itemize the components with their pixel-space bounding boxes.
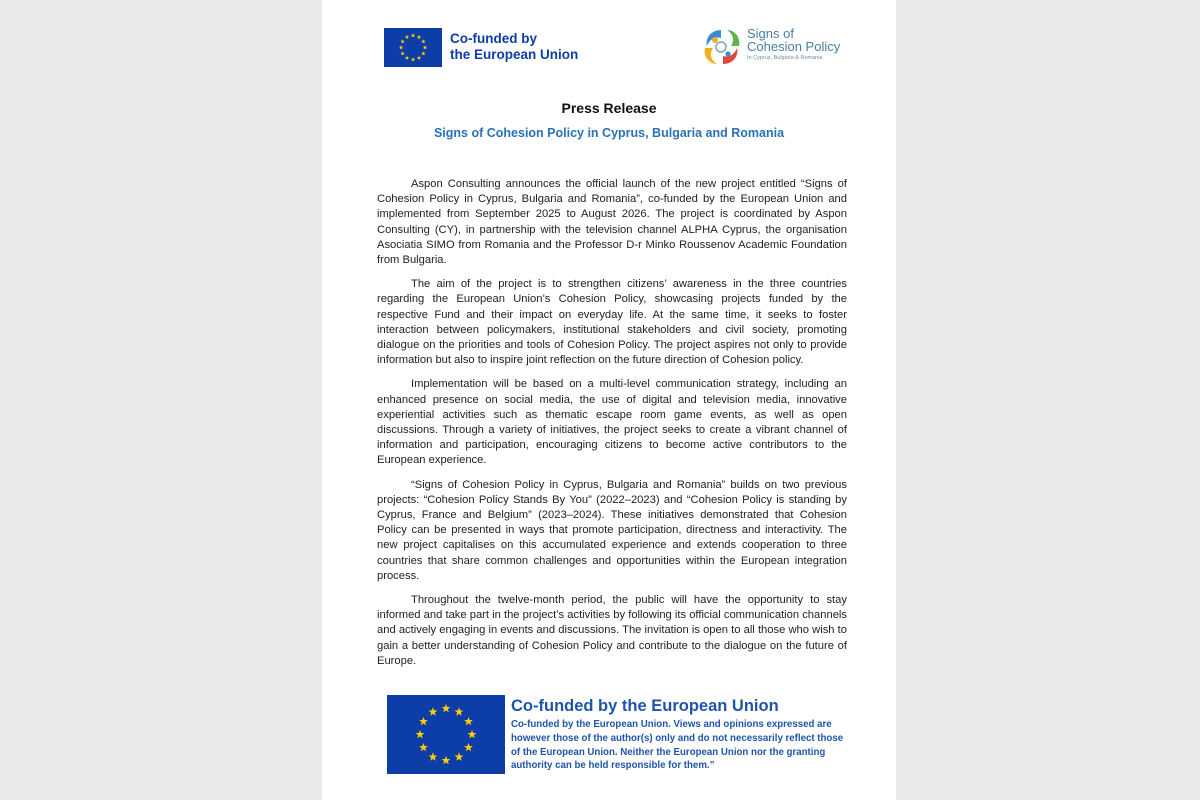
eu-star-icon	[411, 33, 415, 37]
eu-flag-disclaimer-logo	[387, 695, 505, 774]
eu-star-icon	[405, 35, 409, 39]
logo-title	[747, 27, 857, 53]
eu-star-icon	[464, 743, 473, 751]
eu-star-icon	[405, 56, 409, 60]
signs-of-cohesion-logo	[699, 24, 849, 70]
eu-star-icon	[455, 752, 464, 760]
eu-star-icon	[399, 45, 403, 49]
page-subtitle: Signs of Cohesion Policy in Cyprus, Bulgaria and Romania	[433, 126, 785, 140]
cofunded-line-1: Co-funded by	[450, 31, 537, 46]
eu-star-icon	[468, 730, 477, 738]
cofunded-label	[450, 31, 600, 63]
eu-star-icon	[464, 717, 473, 725]
press-release-body	[377, 177, 847, 678]
eu-star-icon	[400, 39, 404, 43]
paragraph-5: Throughout the twelve-month period, the public will have the opportunity to stay informed and take part in the project’s activities by following its official communication channels and actively engaging in events and discussions. The invitation is open to all those who wish to gain a better understanding of Cohesion Policy and contribute to the dialogue on the future of Europe.	[377, 594, 847, 667]
eu-star-icon	[419, 717, 428, 725]
eu-star-icon	[400, 51, 404, 55]
eu-star-icon	[417, 35, 421, 39]
disclaimer-text: Co-funded by the European Union. Views and opinions expressed are however those of the author(s) only and do not necessarily reflect those of the European Union. Neither the European Union nor the granting authority can be held responsible for them.”	[511, 719, 844, 772]
logo-title-line-1: Signs of	[747, 26, 794, 41]
cofunded-line-2: the European Union	[450, 47, 579, 62]
eu-star-icon	[421, 51, 425, 55]
eu-star-icon	[429, 752, 438, 760]
eu-star-icon	[442, 704, 451, 712]
logo-title-line-2: Cohesion Policy	[747, 39, 841, 54]
eu-star-icon	[421, 39, 425, 43]
paragraph-3: Implementation will be based on a multi-level communication strategy, including an enhanced presence on social media, the use of digital and television media, innovative experiential activities such as thematic escape room game events, as well as open discussions. Through a variety of initiatives, the project seeks to create a vibrant channel of information and participation, encouraging citizens to become active contributors to the European experience.	[377, 378, 847, 467]
eu-star-icon	[455, 707, 464, 715]
logo-subtitle: In Cyprus, Bulgaria & Romania	[747, 55, 823, 61]
eu-star-icon	[419, 743, 428, 751]
eu-star-icon	[411, 57, 415, 61]
cohesion-swirl-icon	[699, 26, 743, 68]
paragraph-4: “Signs of Cohesion Policy in Cyprus, Bulgaria and Romania” builds on two previous projects: “Cohesion Policy Stands By You” (2022–2023) and “Cohesion Policy is standing by Cyprus, France and Belgium” (2023–2024). These initiatives demonstrated that Cohesion Policy can be presented in ways that promote participation, directness and interactivity. The new project capitalises on this accumulated experience and extends cooperation to three countries that share common challenges and opportunities within the European integration process.	[377, 478, 847, 582]
page-title: Press Release	[561, 100, 657, 116]
paragraph-1: Aspon Consulting announces the official launch of the new project entitled “Signs of Cohesion Policy in Cyprus, Bulgaria and Romania”, co-funded by the European Union and implemented from September 2025 to August 2026. The project is coordinated by Aspon Consulting (CY), in partnership with the television channel ALPHA Cyprus, the organisation Asociatia SIMO from Romania and the Professor D-r Minko Roussenov Academic Foundation from Bulgaria.	[377, 178, 847, 267]
eu-star-icon	[423, 45, 427, 49]
eu-star-icon	[429, 707, 438, 715]
paragraph-2: The aim of the project is to strengthen citizens’ awareness in the three countries regarding the European Union’s Cohesion Policy, showcasing projects funded by the respective Fund and their impact on everyday life. At the same time, it seeks to foster interaction between policymakers, institutional stakeholders and civil society, promoting dialogue on the priorities and tools of Cohesion Policy. The project aspires not only to provide information but also to inspire joint reflection on the future direction of Cohesion policy.	[377, 278, 847, 367]
eu-star-icon	[442, 756, 451, 764]
eu-star-icon	[416, 730, 425, 738]
eu-flag-logo	[384, 28, 442, 67]
eu-star-icon	[417, 56, 421, 60]
disclaimer-title: Co-funded by the European Union	[511, 697, 779, 715]
